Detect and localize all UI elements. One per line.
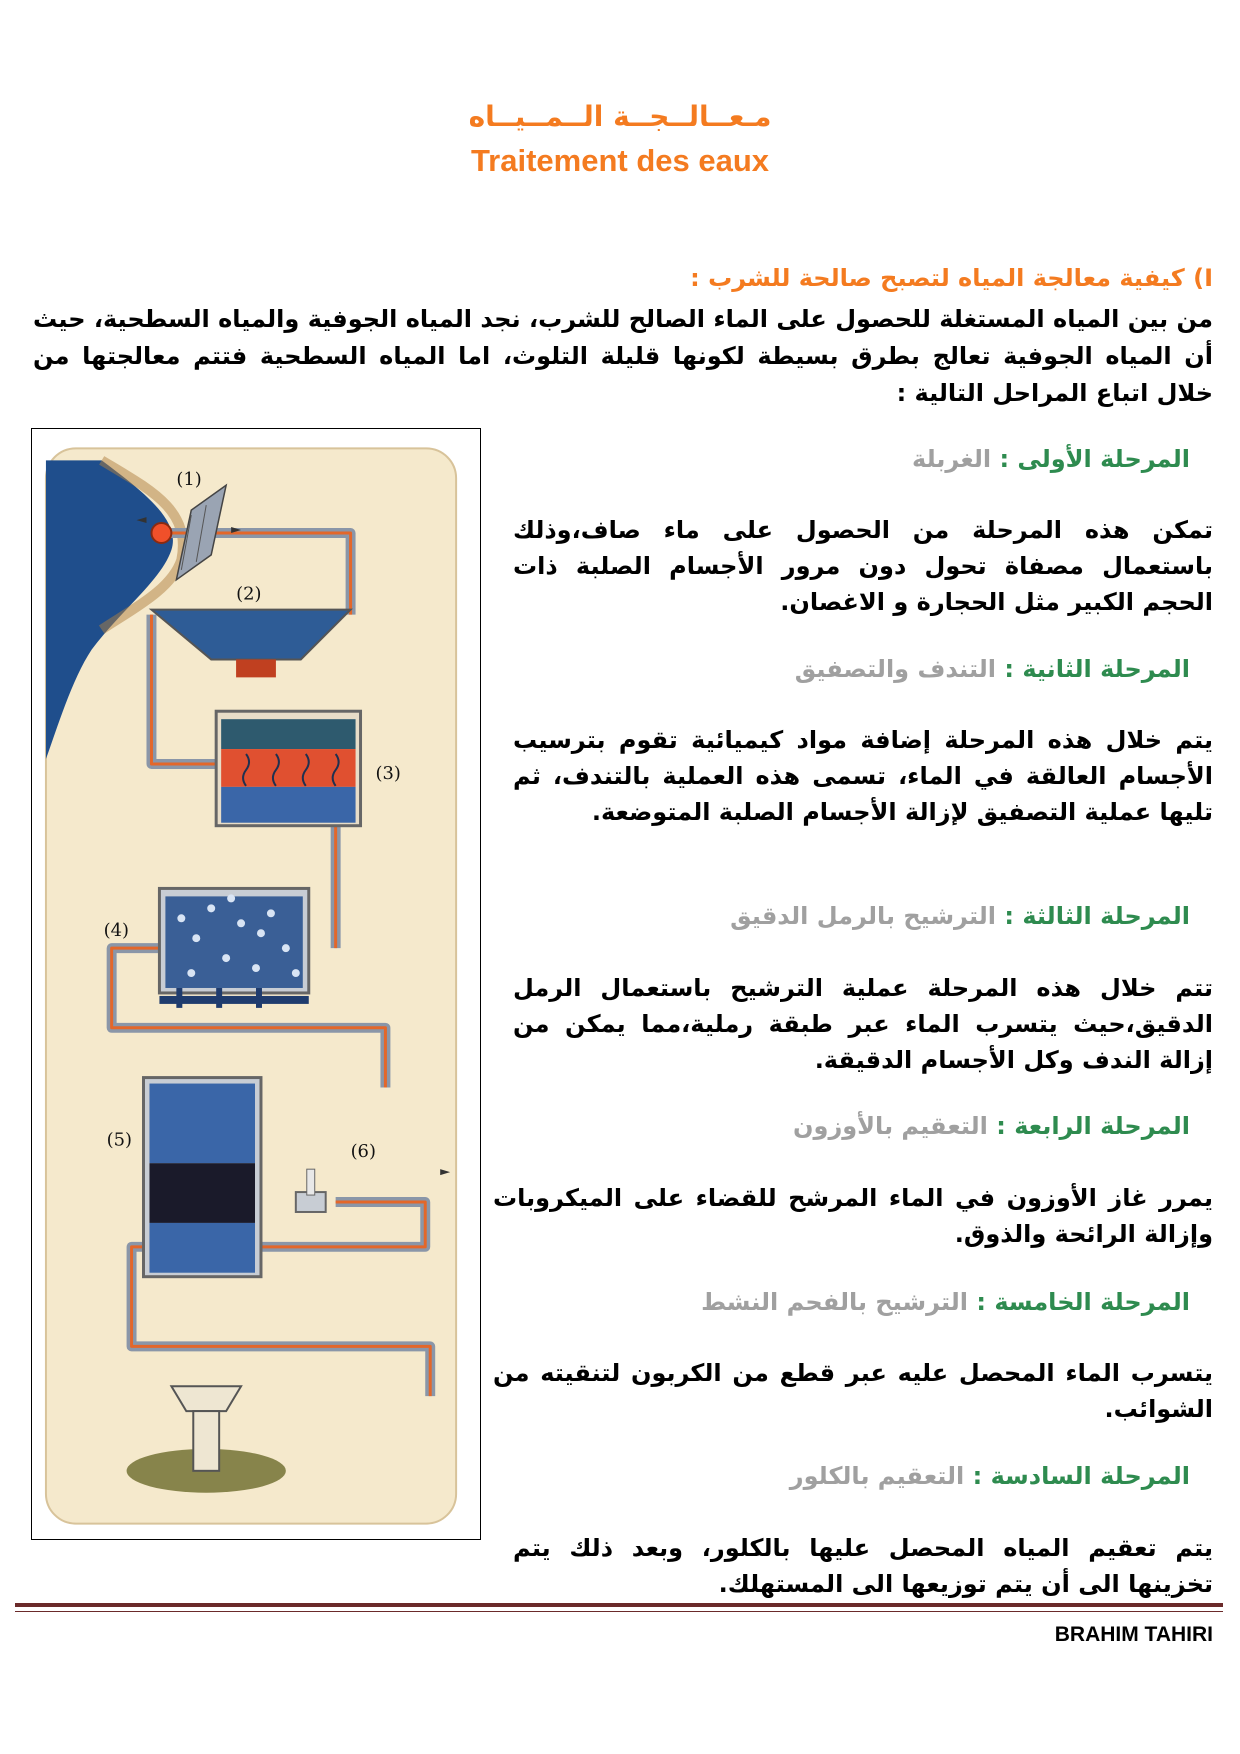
footer-author: BRAHIM TAHIRI (1054, 1623, 1213, 1646)
diagram-label-6: (6) (350, 1141, 376, 1163)
diagram-label-5: (5) (106, 1129, 133, 1151)
stage-1-label: المرحلة الأولى : (999, 445, 1190, 473)
water-treatment-diagram (31, 428, 481, 1540)
stage-6-text: يتم تعقيم المياه المحصل عليها بالكلور، وبعد ذلك يتم تخزينها الى أن يتم توزيعها الى المستهلك. (513, 1534, 1213, 1598)
stage-4-heading (550, 1112, 1190, 1140)
page-title-french: Traitement des eaux (470, 143, 770, 178)
diagram-label-3: (3) (375, 762, 401, 784)
flocculation-tank-shape (216, 711, 360, 825)
stage-5-heading (550, 1288, 1190, 1316)
stage-1-name: الغربلة (912, 445, 992, 473)
intro-paragraph: من بين المياه المستغلة للحصول على الماء الصالح للشرب، نجد المياه الجوفية والمياه السطحية، حيث أن المياه الجوفية تعالج بطرق بسيطة لكونها قليلة التلوث، اما المياه السطحية فتتم معالجتها من خلال اتباع المراحل التالية : (33, 305, 1213, 407)
stage-2-heading (550, 655, 1190, 683)
stage-3-text: تتم خلال هذه المرحلة عملية الترشيح باستعمال الرمل الدقيق،حيث يتسرب الماء عبر طبقة رملية،مما يمكن من إزالة الندف وكل الأجسام الدقيقة. (513, 974, 1213, 1074)
diagram-label-1: (1) (176, 469, 202, 491)
stage-4-label: المرحلة الرابعة : (996, 1112, 1190, 1140)
stage-5-label: المرحلة الخامسة : (976, 1288, 1190, 1316)
stage-2-name: التندف والتصفيق (794, 655, 997, 683)
diagram-label-4: (4) (103, 920, 130, 942)
page-title-arabic: مـعــالــجــة الــمــيــاه (468, 100, 772, 133)
stage-1-heading (550, 445, 1190, 473)
sand-filter-shape (159, 888, 308, 1007)
stage-3-name: الترشيح بالرمل الدقيق (730, 902, 997, 930)
stage-4-name: التعقيم بالأوزون (793, 1112, 988, 1140)
stage-2-label: المرحلة الثانية : (1004, 655, 1190, 683)
footer-divider-thin (15, 1611, 1223, 1612)
stage-4-text: يمرر غاز الأوزون في الماء المرشح للقضاء على الميكروبات وإزالة الرائحة والذوق. (493, 1184, 1213, 1248)
stage-6-name: التعقيم بالكلور (789, 1462, 965, 1490)
stage-3-heading (550, 902, 1190, 930)
section-heading: I) كيفية معالجة المياه لتصبح صالحة للشرب : (690, 264, 1213, 292)
stage-3-label: المرحلة الثالثة : (1004, 902, 1190, 930)
stage-5-name: الترشيح بالفحم النشط (701, 1288, 969, 1316)
carbon-filter-shape (144, 1078, 261, 1277)
footer-divider-thick (15, 1603, 1223, 1607)
stage-1-text: تمكن هذه المرحلة من الحصول على ماء صاف،وذلك باستعمال مصفاة تحول دون مرور الأجسام الصلبة ذات الحجم الكبير مثل الحجارة و الاغصان. (513, 516, 1213, 616)
stage-2-text: يتم خلال هذه المرحلة إضافة مواد كيميائية تقوم بترسيب الأجسام العالقة في الماء، تسمى هذه العملية بالتندف، ثم تليها عملية التصفيق لإزالة الأجسام الصلبة المتوضعة. (513, 726, 1213, 826)
diagram-label-2: (2) (236, 583, 262, 605)
stage-5-text: يتسرب الماء المحصل عليه عبر قطع من الكربون لتنقيته من الشوائب. (493, 1359, 1213, 1423)
stage-6-label: المرحلة السادسة : (972, 1462, 1190, 1490)
stage-6-heading (550, 1462, 1190, 1490)
